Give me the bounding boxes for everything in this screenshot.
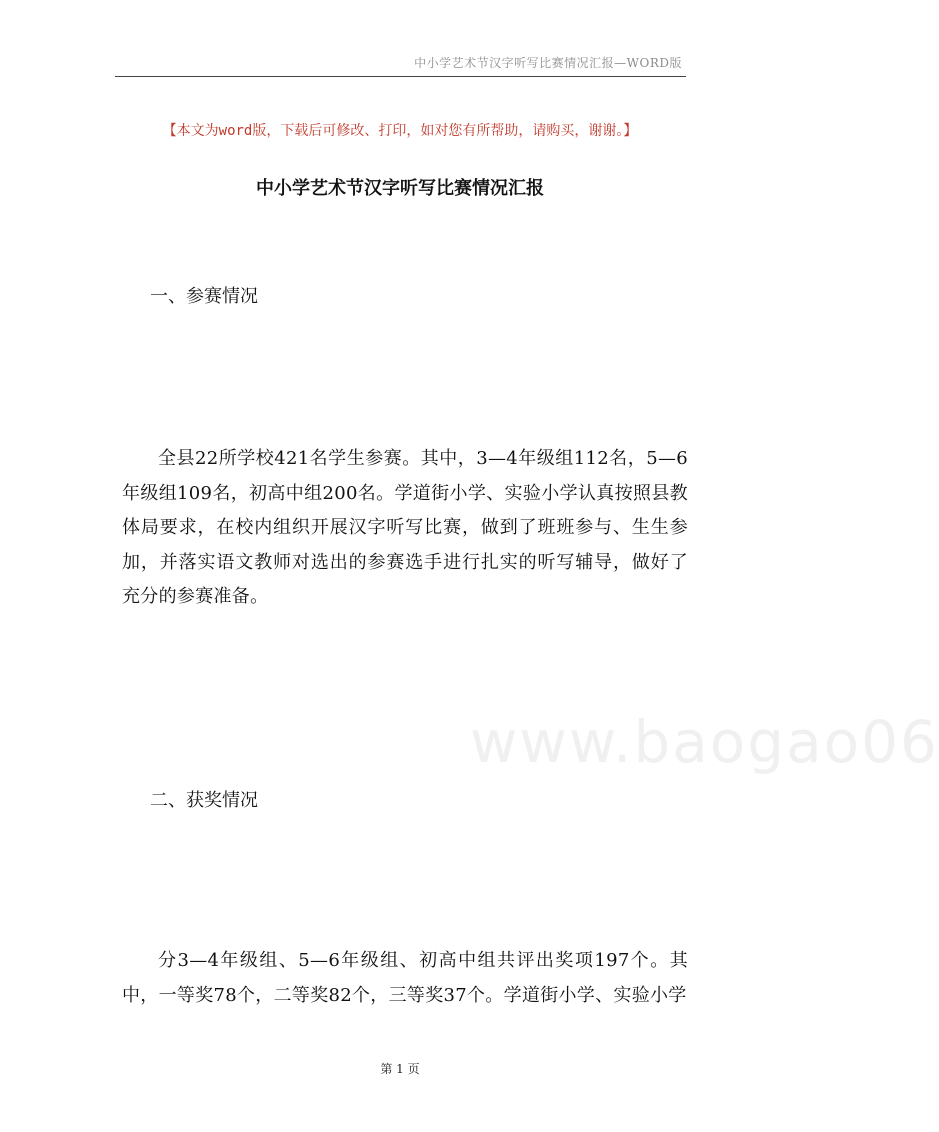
section-heading-awards: 二、获奖情况	[150, 790, 258, 811]
section-heading-participation: 一、参赛情况	[150, 286, 258, 307]
watermark: www.baogao06	[470, 708, 939, 776]
running-header: 中小学艺术节汉字听写比赛情况汇报—WORD版	[414, 56, 682, 70]
purchase-notice: 【本文为word版，下载后可修改、打印，如对您有所帮助，请购买，谢谢。】	[162, 123, 638, 139]
paragraph-participation: 全县22所学校421名学生参赛。其中，3—4年级组112名，5—6年级组109名，初高中组200名。学道街小学、实验小学认真按照县教体局要求，在校内组织开展汉字听写比赛，做到了班班参与、生生参加，并落实语文教师对选出的参赛选手进行扎实的听写辅导，做好了充分的参赛准备。	[122, 448, 688, 607]
header-divider	[115, 76, 686, 77]
paragraph-awards: 分3—4年级组、5—6年级组、初高中组共评出奖项197个。其中，一等奖78个，二等奖82个，三等奖37个。学道街小学、实验小学	[122, 950, 688, 1006]
page-number: 第 1 页	[380, 1062, 420, 1076]
document-title: 中小学艺术节汉字听写比赛情况汇报	[256, 178, 544, 199]
